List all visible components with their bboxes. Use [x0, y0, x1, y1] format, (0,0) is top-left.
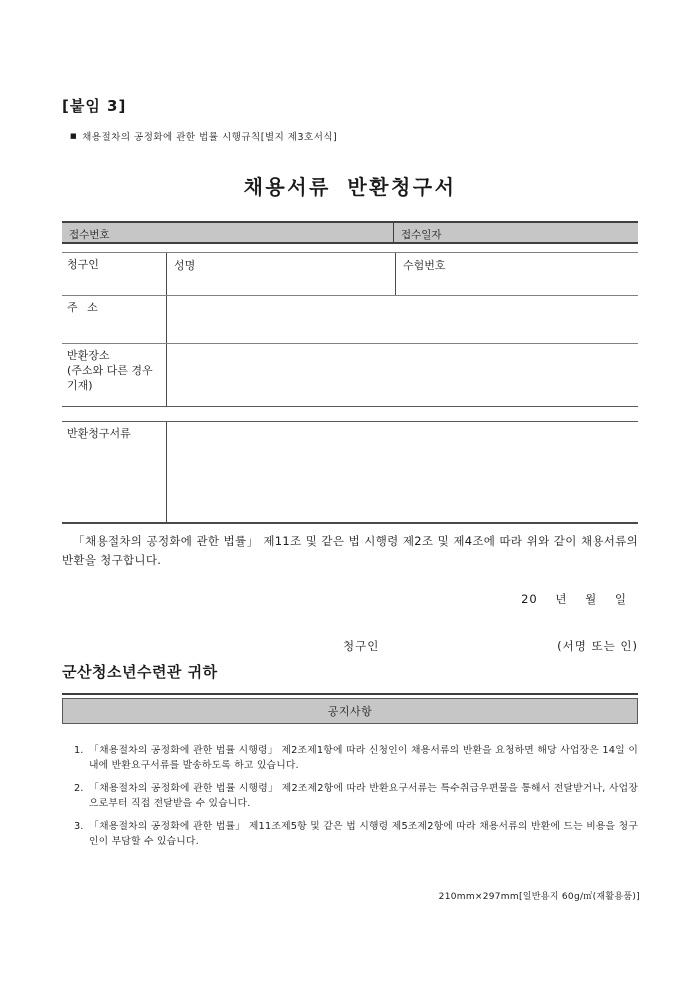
claimant-label: 청구인 — [67, 258, 99, 271]
return-documents-label: 반환청구서류 — [67, 427, 131, 440]
claimant-row — [62, 252, 638, 295]
receipt-number-label: 접수번호 — [69, 229, 110, 241]
address-row — [62, 295, 638, 343]
form-title: 채용서류 반환청구서 — [243, 175, 457, 199]
name-field-cell — [166, 253, 395, 295]
address-field-cell — [166, 296, 638, 343]
notice-item — [74, 743, 638, 773]
return-place-row — [62, 343, 638, 407]
exam-number-label: 수험번호 — [403, 259, 446, 272]
signature-note: (서명 또는 인) — [557, 639, 638, 653]
request-statement: 「채용절차의 공정화에 관한 법률」 제11조 및 같은 법 시행령 제2조 및 제4조에 따라 위와 같이 채용서류의 반환을 청구합니다. — [62, 534, 638, 567]
recipient-line: 군산청소년수련관 귀하 — [62, 663, 218, 681]
notice-item-number: 3. — [74, 821, 84, 832]
notice-item-text: 「채용절차의 공정화에 관한 법률」 제11조제5항 및 같은 법 시행령 제5조제2항에 따라 채용서류의 반환에 드는 비용을 청구인이 부담할 수 있습니다. — [89, 821, 638, 847]
notice-item — [74, 819, 638, 849]
notice-item-text: 「채용절차의 공정화에 관한 법률 시행령」 제2조제2항에 따라 반환요구서류는 특수취급우편물을 통해서 전달받거나, 사업장으로부터 직접 전달받을 수 있습니다. — [89, 783, 638, 809]
table-gap — [62, 244, 638, 252]
return-place-field-cell — [166, 344, 638, 406]
name-label: 성명 — [174, 259, 196, 272]
return-documents-row — [62, 421, 638, 524]
notice-item — [74, 781, 638, 811]
notice-item-number: 2. — [74, 783, 84, 794]
signature-claimant-label: 청구인 — [343, 639, 380, 653]
regulation-note-text: 채용절차의 공정화에 관한 법률 시행규칙[별지 제3호서식] — [82, 132, 338, 143]
attachment-label: [붙임 3] — [62, 97, 127, 115]
receipt-header-row — [62, 221, 638, 244]
section-divider — [62, 693, 638, 695]
return-place-label-title: 반환장소 — [67, 349, 110, 362]
notice-item-text: 「채용절차의 공정화에 관한 법률 시행령」 제2조제1항에 따라 신청인이 채용서류의 반환을 요청하면 해당 사업장은 14일 이내에 반환요구서류를 발송하도록 하고 있습니다. — [89, 745, 638, 771]
table-gap — [62, 407, 638, 421]
regulation-note — [70, 129, 700, 143]
signature-row — [62, 638, 638, 654]
return-place-label-note: (주소와 다른 경우 기재) — [67, 364, 153, 392]
return-place-label — [62, 344, 166, 406]
exam-number-field-cell — [395, 253, 638, 295]
return-documents-field-cell — [166, 422, 638, 522]
receipt-date-label: 접수일자 — [393, 223, 638, 242]
notice-list — [74, 743, 638, 849]
request-form-table — [62, 221, 638, 524]
address-label: 주 소 — [67, 301, 98, 314]
paper-spec-note: 210mm×297mm[일반용지 60g/㎡(재활용품)] — [438, 892, 640, 902]
notice-banner: 공지사항 — [62, 698, 638, 724]
notice-item-number: 1. — [74, 745, 84, 756]
square-bullet-icon: ■ — [70, 131, 78, 140]
date-line: 20 년 월 일 — [521, 592, 627, 606]
